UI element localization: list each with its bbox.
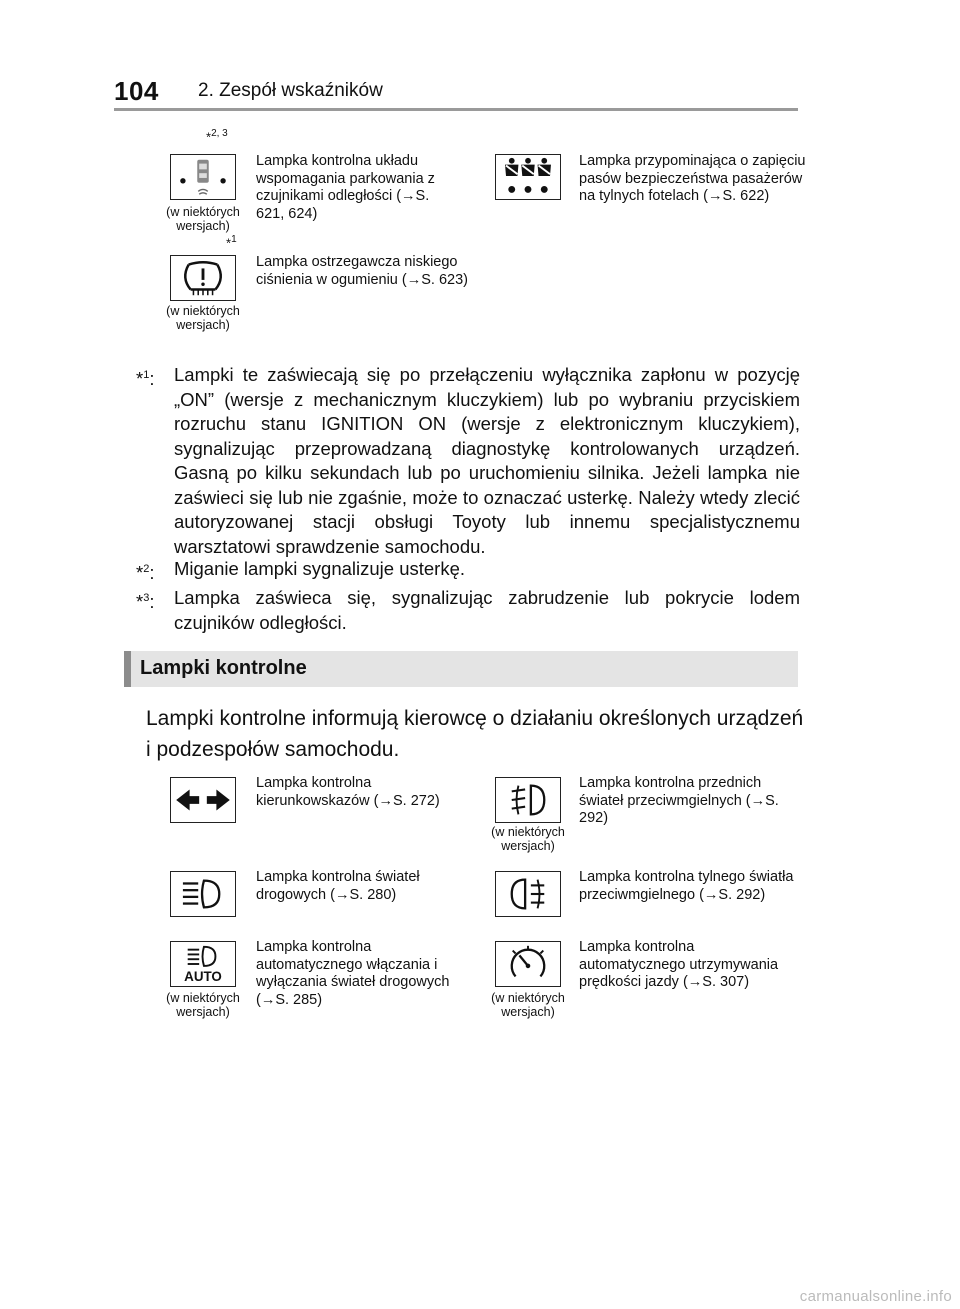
chapter-title: 2. Zespół wskaźników xyxy=(198,80,383,101)
variant-note: (w niektórych wersjach) xyxy=(166,205,240,233)
parking-sensor-icon xyxy=(170,154,236,200)
item-description: Lampka ostrzegawcza niskiego ciśnienia w ogumieniu (→S. 623) xyxy=(256,254,468,288)
footnote-mark: *$^1$: xyxy=(136,368,155,390)
watermark: carmanualsonline.info xyxy=(799,1288,952,1305)
rear-seatbelt-reminder-icon xyxy=(495,154,561,200)
footnote xyxy=(136,586,800,635)
item-description: Lampka kontrolna świateł drogowych (→S. 280) xyxy=(256,869,420,903)
item-description: Lampka kontrolna tylnego światła przeciwmgielnego (→S. 292) xyxy=(579,869,794,903)
footnote-mark: *$^{2, 3}$ xyxy=(206,128,228,145)
footnote-text: Miganie lampki sygnalizuje usterkę. xyxy=(174,558,465,579)
auto-label: AUTO xyxy=(184,969,222,985)
rear-fog-light-icon xyxy=(495,871,561,917)
variant-note: (w niektórych wersjach) xyxy=(166,304,240,332)
front-fog-light-icon xyxy=(495,777,561,823)
variant-note: (w niektórych wersjach) xyxy=(166,991,240,1019)
turn-signal-icon xyxy=(170,777,236,823)
footnote-mark: *$^1$ xyxy=(226,234,237,251)
footnote-mark: *$^2$: xyxy=(136,562,155,584)
footnote-mark: *$^3$: xyxy=(136,591,155,613)
item-description: Lampka przypominająca o zapięciu pasów bezpieczeństwa pasażerów na tylnych fotelach (→S. 622) xyxy=(579,153,806,204)
high-beam-icon xyxy=(170,871,236,917)
item-description: Lampka kontrolna układu wspomagania parkowania z czujnikami odległości (→S. 621, 624) xyxy=(256,153,435,222)
item-description: Lampka kontrolna kierunkowskazów (→S. 272) xyxy=(256,775,440,809)
footnote xyxy=(136,363,800,559)
footnote xyxy=(136,557,800,582)
page-number: 104 xyxy=(114,76,159,106)
footnote-text: Lampki te zaświecają się po przełączeniu wyłącznika zapłonu w pozycję „ON” (wersje z mechanicznym kluczykiem) lub po wybraniu przyciskiem rozruchu stanu IGNITION ON (wersje z elektronicznym kluczykiem), sygnalizując przeprowadzaną diagnostykę kontrolowanych urządzeń. Gasną po kilku sekundach lub po uruchomieniu silnika. Jeżeli lampka nie zaświeci się lub nie zgaśnie, może to oznaczać usterkę. Należy wtedy zlecić autoryzowanej stacji obsługi Toyoty lub innemu specjalistycznemu warsztatowi sprawdzenie samochodu. xyxy=(174,364,800,557)
variant-note: (w niektórych wersjach) xyxy=(491,825,565,853)
auto-high-beam-icon xyxy=(170,941,236,987)
section-title: Lampki kontrolne xyxy=(140,657,307,679)
section-intro: Lampki kontrolne informują kierowcę o działaniu określonych urządzeń i podzespołów samochodu. xyxy=(146,707,804,761)
header-divider xyxy=(114,108,798,111)
footnote-text: Lampka zaświeca się, sygnalizując zabrudzenie lub pokrycie lodem czujników odległości. xyxy=(174,587,800,633)
item-description: Lampka kontrolna automatycznego utrzymywania prędkości jazdy (→S. 307) xyxy=(579,939,779,990)
tire-pressure-icon xyxy=(170,255,236,301)
variant-note: (w niektórych wersjach) xyxy=(491,991,565,1019)
cruise-control-icon xyxy=(495,941,561,987)
item-description: Lampka kontrolna przednich świateł przeciwmgielnych (→S. 292) xyxy=(579,775,779,826)
item-description: Lampka kontrolna automatycznego włączania i wyłączania świateł drogowych (→S. 285) xyxy=(256,939,450,1008)
